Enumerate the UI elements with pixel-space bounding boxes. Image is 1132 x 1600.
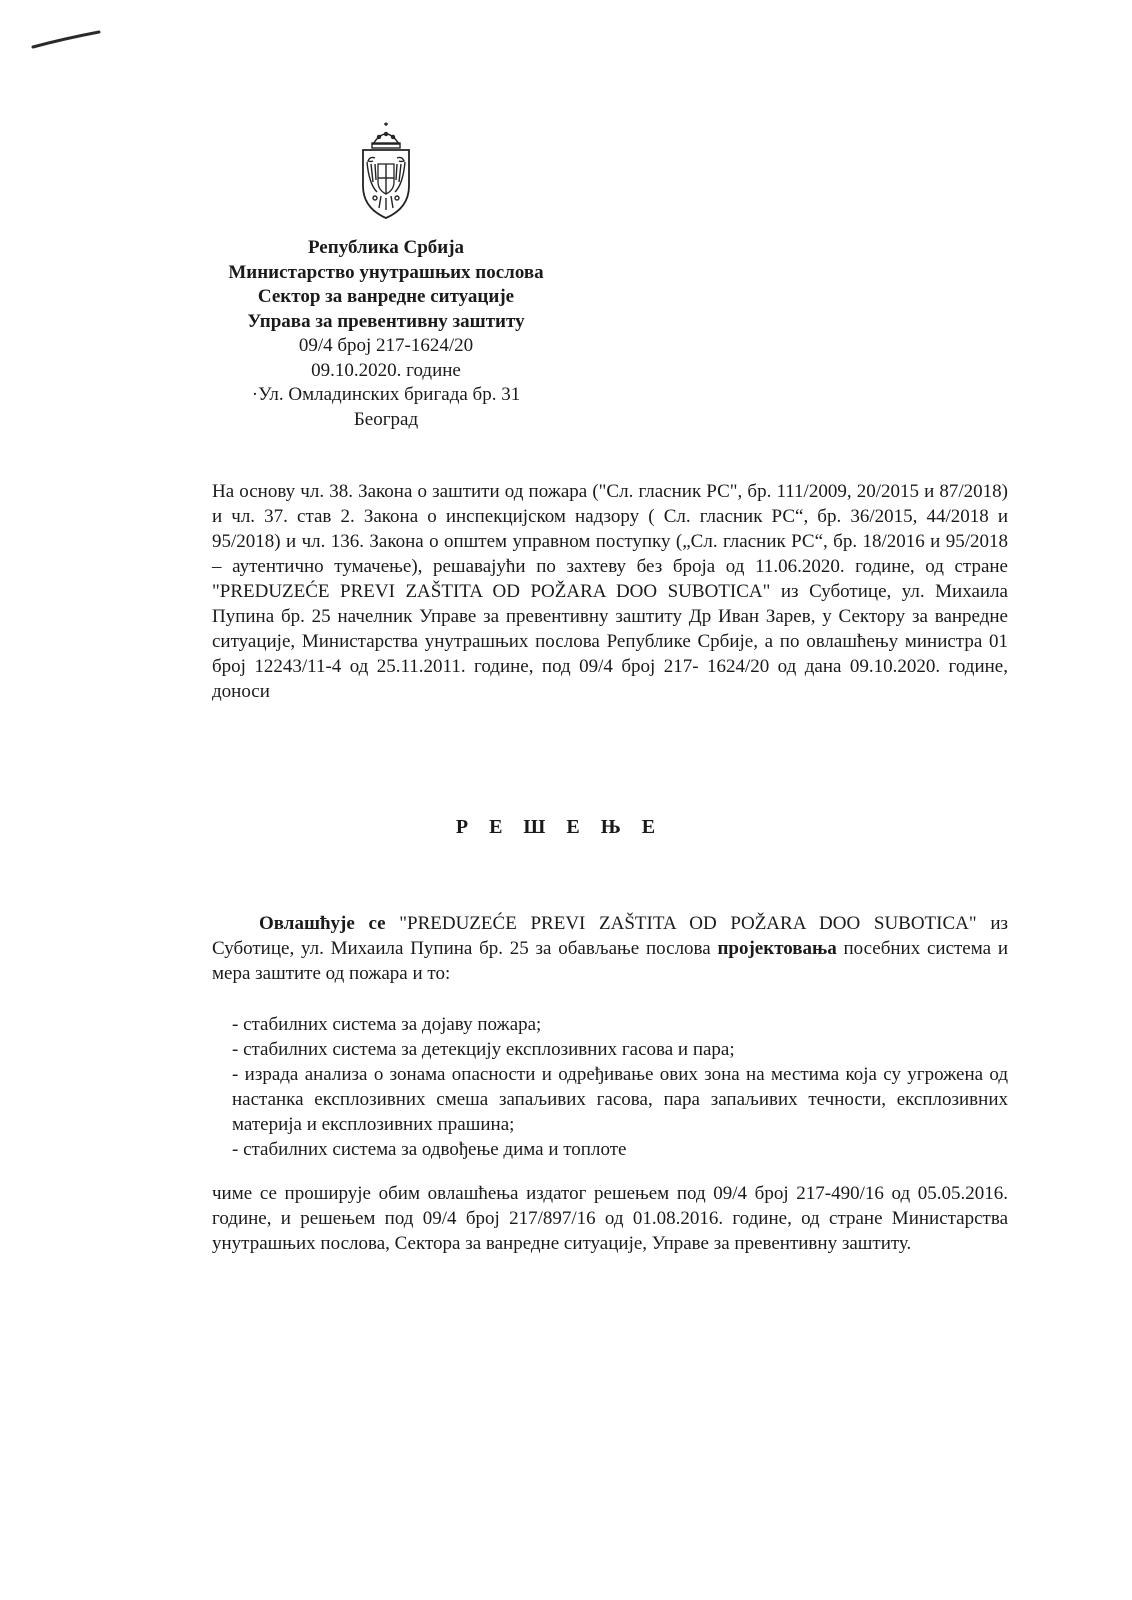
list-item: - стабилних система за одвођење дима и топлоте xyxy=(232,1139,627,1160)
decision-bold-term: пројектовања xyxy=(717,938,837,959)
systems-list xyxy=(232,1012,1008,1162)
directorate-name: Управа за превентивну заштиту xyxy=(247,310,525,332)
coat-of-arms-icon xyxy=(355,122,417,222)
document-number: 09/4 број 217-1624/20 xyxy=(298,335,474,356)
republic-name: Република Србија xyxy=(307,237,465,258)
decision-title: РЕШЕЊЕ xyxy=(455,816,677,838)
list-item: - стабилних система за дојаву пожара; xyxy=(232,1014,542,1035)
ministry-name: Министарство унутрашњих послова xyxy=(228,261,544,283)
list-item: - израда анализа о зонама опасности и одређивање ових зона на местима која су угрожена од настанка експлозивних смеша запаљивих гасова, пара запаљивих течности, експлозивних материја и експлозивних прашина; xyxy=(232,1064,1008,1135)
pen-stroke-mark xyxy=(30,28,102,52)
decision-lead: Овлашћује се xyxy=(259,913,386,934)
address: ·Ул. Омладинских бригада бр. 31 xyxy=(251,384,521,405)
document-date: 09.10.2020. године xyxy=(311,359,461,381)
letterhead xyxy=(186,236,586,432)
list-item: - стабилних система за детекцију експлозивних гасова и пара; xyxy=(232,1039,735,1060)
decision-text-1: "PREDUZEĆE PREVI ZAŠTITA OD POŽARA DOO SUBOTICA" из Суботице, ул. Михаила Пупина бр. 25 за обављање послова xyxy=(212,913,1008,959)
closing-paragraph: чиме се проширује обим овлашћења издатог решењем под 09/4 број 217-490/16 од 05.05.2016. године, и решењем под 09/4 број 217/897/16 од 01.08.2016. године, од стране Министарства унутрашњих послова, Сектора за ванредне ситуације, Управе за превентивну заштиту. xyxy=(212,1183,1008,1254)
city: Београд xyxy=(353,408,419,430)
sector-name: Сектор за ванредне ситуације xyxy=(257,286,515,307)
intro-paragraph: На основу чл. 38. Закона о заштити од пожара ("Сл. гласник РС", бр. 111/2009, 20/2015 и 87/2018) и чл. 37. став 2. Закона о инспекцијском надзору ( Сл. гласник РС“, бр. 36/2015, 44/2018 и 95/2018) и чл. 136. Закона о општем управном поступку („Сл. гласник РС“, бр. 18/2016 и 95/2018 – аутентично тумачење), решавајући по захтеву без броја од 11.06.2020. године, од стране "PREDUZEĆE PREVI ZAŠTITA OD POŽARA DOO SUBOTICA" из Суботице, ул. Михаила Пупина бр. 25 начелник Управе за превентивну заштиту Др Иван Зарев, у Сектору за ванредне ситуације, Министарства унутрашњих послова Републике Србије, а по овлашћењу министра 01 број 12243/11-4 од 25.11.2011. године, под 09/4 број 217- 1624/20 од дана 09.10.2020. године, доноси xyxy=(212,481,1008,702)
decision-text-2: посебних система и мера заштите од пожара и то: xyxy=(212,938,1008,984)
decision-paragraph xyxy=(212,911,1008,986)
